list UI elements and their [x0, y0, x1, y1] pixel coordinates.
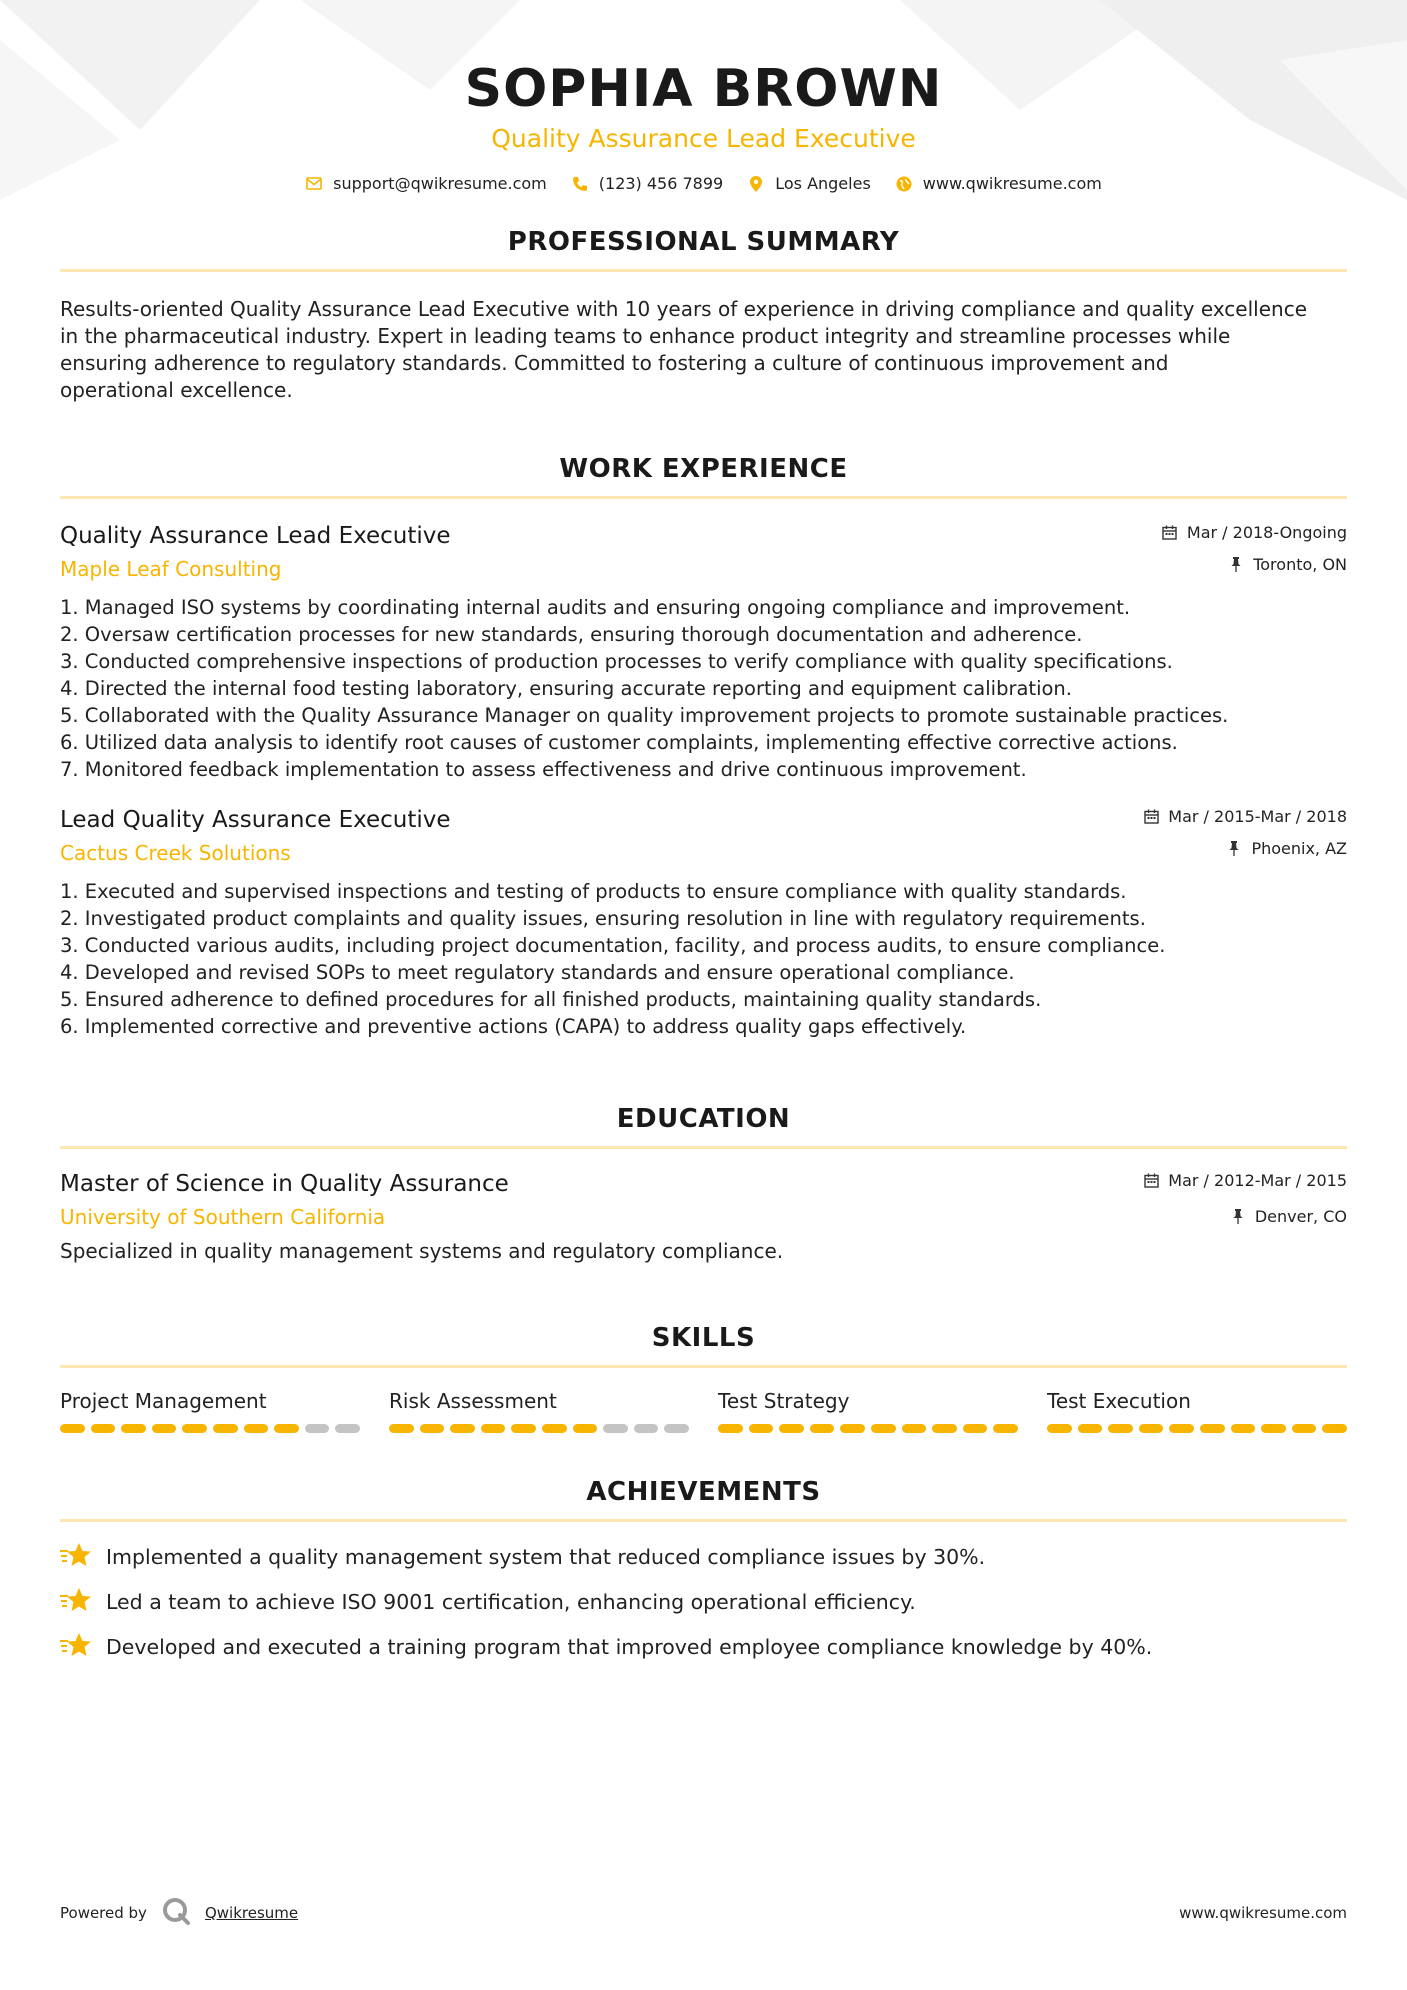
- skill-segment-filled: [450, 1424, 475, 1433]
- powered-by: [60, 1896, 298, 1930]
- skill-segment-filled: [389, 1424, 414, 1433]
- experience-section: [60, 454, 1347, 1040]
- skill-name: Project Management: [60, 1389, 267, 1413]
- achievement-item: [60, 1632, 1347, 1662]
- skill-segment-filled: [244, 1424, 269, 1433]
- skill-segment-filled: [993, 1424, 1018, 1433]
- skill-segment-filled: [213, 1424, 238, 1433]
- job-entry: [60, 805, 1347, 1040]
- bullet-item: 6. Implemented corrective and preventive actions (CAPA) to address quality gaps effectively.: [60, 1015, 967, 1038]
- candidate-title: Quality Assurance Lead Executive: [491, 124, 916, 153]
- skill-segment-filled: [1231, 1424, 1256, 1433]
- skill-segment-empty: [664, 1424, 689, 1433]
- job-entry: [60, 521, 1347, 783]
- bullet-item: 5. Collaborated with the Quality Assurance Manager on quality improvement projects to promote sustainable practices.: [60, 704, 1229, 727]
- skill-segment-filled: [1108, 1424, 1133, 1433]
- skill-segment-filled: [779, 1424, 804, 1433]
- skill-segment-filled: [902, 1424, 927, 1433]
- skill-segment-filled: [60, 1424, 85, 1433]
- envelope-icon: [305, 175, 323, 193]
- pushpin-icon: [1229, 1207, 1247, 1225]
- bullet-item: 4. Developed and revised SOPs to meet regulatory standards and ensure operational compliance.: [60, 961, 1015, 984]
- skill-segment-filled: [1200, 1424, 1225, 1433]
- job-location: Phoenix, AZ: [1251, 838, 1347, 858]
- star-icon: [60, 1586, 92, 1619]
- skill-segment-filled: [840, 1424, 865, 1433]
- education-location: Denver, CO: [1254, 1206, 1347, 1226]
- skill-segment-empty: [335, 1424, 360, 1433]
- bullet-item: 1. Executed and supervised inspections and testing of products to ensure compliance with quality standards.: [60, 880, 1127, 903]
- skill-segment-filled: [718, 1424, 743, 1433]
- skills-list: [60, 1388, 1347, 1433]
- skill-segment-filled: [420, 1424, 445, 1433]
- company-name: Cactus Creek Solutions: [60, 841, 291, 865]
- section-heading-education: EDUCATION: [616, 1104, 791, 1134]
- skill-segment-empty: [634, 1424, 659, 1433]
- candidate-name: SOPHIA BROWN: [464, 59, 943, 119]
- summary-line: in the pharmaceutical industry. Expert in leading teams to enhance product integrity and streamline processes while: [60, 324, 1231, 348]
- job-dates: Mar / 2015-Mar / 2018: [1168, 806, 1347, 826]
- contact-phone[interactable]: [571, 174, 723, 193]
- achievements-list: [60, 1542, 1347, 1662]
- section-divider: [60, 1519, 1347, 1522]
- skill-segment-filled: [152, 1424, 177, 1433]
- skill-segment-filled: [542, 1424, 567, 1433]
- skill-segment-filled: [1261, 1424, 1286, 1433]
- resume-header: [60, 0, 1347, 193]
- bullet-item: 6. Utilized data analysis to identify root causes of customer complaints, implementing effective corrective actions.: [60, 731, 1178, 754]
- calendar-icon: [1142, 1171, 1160, 1189]
- skill-segment-filled: [274, 1424, 299, 1433]
- skill-segment-filled: [121, 1424, 146, 1433]
- education-description: Specialized in quality management systems and regulatory compliance.: [60, 1239, 784, 1263]
- achievement-text: Led a team to achieve ISO 9001 certification, enhancing operational efficiency.: [106, 1590, 916, 1614]
- achievement-text: Developed and executed a training program that improved employee compliance knowledge by 40%.: [106, 1635, 1153, 1659]
- skill-segment-filled: [481, 1424, 506, 1433]
- skill-segment-filled: [1322, 1424, 1347, 1433]
- skill-segment-filled: [511, 1424, 536, 1433]
- education-entry: [60, 1169, 1347, 1265]
- skill-segment-filled: [1078, 1424, 1103, 1433]
- skill-item: [60, 1388, 360, 1433]
- skill-segment-filled: [1169, 1424, 1194, 1433]
- skill-item: [718, 1388, 1018, 1433]
- achievement-item: [60, 1587, 1347, 1617]
- skill-name: Test Execution: [1047, 1389, 1191, 1413]
- skill-item: [1047, 1388, 1347, 1433]
- summary-line: Results-oriented Quality Assurance Lead Executive with 10 years of experience in driving compliance and quality excellence: [60, 297, 1307, 321]
- location-text: Los Angeles: [775, 174, 871, 193]
- page-footer: [60, 1896, 1347, 1930]
- section-divider: [60, 1365, 1347, 1368]
- skill-level-bar: [1047, 1424, 1347, 1433]
- job-location: Toronto, ON: [1253, 554, 1347, 574]
- section-heading-summary: PROFESSIONAL SUMMARY: [507, 227, 900, 257]
- email-text: support@qwikresume.com: [333, 174, 547, 193]
- bullet-item: 3. Conducted comprehensive inspections of production processes to verify compliance with quality specifications.: [60, 650, 1173, 673]
- skill-segment-empty: [305, 1424, 330, 1433]
- skill-segment-filled: [810, 1424, 835, 1433]
- degree-title: Master of Science in Quality Assurance: [60, 1171, 509, 1197]
- skill-item: [389, 1388, 689, 1433]
- pushpin-icon: [1227, 555, 1245, 573]
- bullet-item: 7. Monitored feedback implementation to assess effectiveness and drive continuous improvement.: [60, 758, 1027, 781]
- section-heading-experience: WORK EXPERIENCE: [559, 454, 848, 484]
- skill-name: Test Strategy: [718, 1389, 850, 1413]
- achievement-item: [60, 1542, 1347, 1572]
- skill-segment-filled: [749, 1424, 774, 1433]
- bullet-item: 1. Managed ISO systems by coordinating internal audits and ensuring ongoing compliance and improvement.: [60, 596, 1131, 619]
- contact-email[interactable]: [305, 174, 547, 193]
- calendar-icon: [1161, 523, 1179, 541]
- star-icon: [60, 1631, 92, 1664]
- skill-level-bar: [389, 1424, 689, 1433]
- summary-line: ensuring adherence to regulatory standards. Committed to fostering a culture of continuous improvement and: [60, 351, 1169, 375]
- section-heading-achievements: ACHIEVEMENTS: [586, 1477, 821, 1507]
- qwikresume-logo-icon: [161, 1896, 191, 1930]
- brand-link[interactable]: Qwikresume: [204, 1904, 299, 1922]
- skill-level-bar: [718, 1424, 1018, 1433]
- skill-segment-filled: [182, 1424, 207, 1433]
- job-bullets: [60, 878, 1347, 1040]
- skill-segment-filled: [1292, 1424, 1317, 1433]
- contact-location: [747, 174, 871, 193]
- section-divider: [60, 269, 1347, 272]
- bullet-item: 2. Oversaw certification processes for new standards, ensuring thorough documentation and adherence.: [60, 623, 1083, 646]
- job-title: Lead Quality Assurance Executive: [60, 807, 451, 833]
- bullet-item: 2. Investigated product complaints and quality issues, ensuring resolution in line with regulatory requirements.: [60, 907, 1146, 930]
- powered-by-label: Powered by: [60, 1904, 147, 1922]
- footer-website-link[interactable]: www.qwikresume.com: [1179, 1904, 1347, 1922]
- bullet-item: 4. Directed the internal food testing laboratory, ensuring accurate reporting and equipment calibration.: [60, 677, 1072, 700]
- job-dates: Mar / 2018-Ongoing: [1186, 522, 1347, 542]
- skill-segment-filled: [871, 1424, 896, 1433]
- bullet-item: 5. Ensured adherence to defined procedures for all finished products, maintaining quality standards.: [60, 988, 1042, 1011]
- job-title: Quality Assurance Lead Executive: [60, 523, 451, 549]
- skills-section: [60, 1323, 1347, 1433]
- skill-segment-filled: [573, 1424, 598, 1433]
- education-section: [60, 1104, 1347, 1265]
- website-text: www.qwikresume.com: [922, 174, 1102, 193]
- globe-icon: [895, 175, 913, 193]
- skill-segment-filled: [91, 1424, 116, 1433]
- map-pin-icon: [747, 175, 765, 193]
- skill-name: Risk Assessment: [389, 1389, 557, 1413]
- summary-line: operational excellence.: [60, 378, 293, 402]
- summary-section: [60, 227, 1347, 404]
- education-dates: Mar / 2012-Mar / 2015: [1168, 1170, 1347, 1190]
- summary-text: [60, 296, 1347, 404]
- calendar-icon: [1142, 807, 1160, 825]
- school-name: University of Southern California: [60, 1205, 386, 1229]
- skill-segment-empty: [603, 1424, 628, 1433]
- achievements-section: [60, 1477, 1347, 1662]
- company-name: Maple Leaf Consulting: [60, 557, 282, 581]
- skill-segment-filled: [932, 1424, 957, 1433]
- achievement-text: Implemented a quality management system that reduced compliance issues by 30%.: [106, 1545, 986, 1569]
- skill-segment-filled: [1047, 1424, 1072, 1433]
- contact-bar: [60, 174, 1347, 193]
- phone-text: (123) 456 7899: [598, 174, 724, 193]
- skill-level-bar: [60, 1424, 360, 1433]
- star-icon: [60, 1541, 92, 1574]
- section-divider: [60, 1146, 1347, 1149]
- section-divider: [60, 496, 1347, 499]
- skill-segment-filled: [1139, 1424, 1164, 1433]
- contact-website[interactable]: [895, 174, 1102, 193]
- section-heading-skills: SKILLS: [651, 1323, 756, 1353]
- bullet-item: 3. Conducted various audits, including project documentation, facility, and process audits, to ensure compliance.: [60, 934, 1166, 957]
- skill-segment-filled: [963, 1424, 988, 1433]
- phone-icon: [571, 175, 589, 193]
- job-bullets: [60, 594, 1347, 783]
- pushpin-icon: [1225, 839, 1243, 857]
